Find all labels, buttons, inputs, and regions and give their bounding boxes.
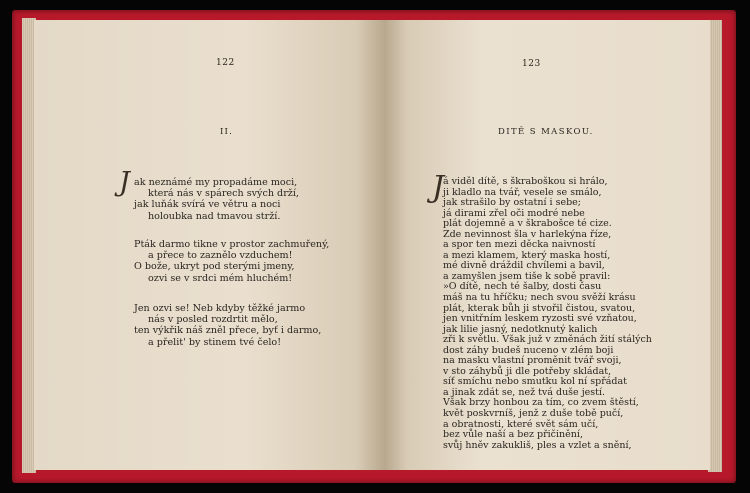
right-page	[384, 20, 710, 470]
poem-line: jak strašilo by ostatní i sebe;	[443, 197, 581, 209]
poem-line: a jinak zdát se, než tvá duše jestí.	[443, 386, 606, 398]
poem-line: holoubka nad tmavou strží.	[148, 210, 281, 222]
poem-line: Pták darmo tikne v prostor zachmuřený,	[134, 239, 330, 250]
poem-line: ak neznámé my propadáme moci,	[134, 177, 298, 188]
poem-line: bez vůle naší a bez přičinění,	[443, 429, 583, 441]
stanza-3	[134, 303, 321, 348]
poem-line: síť smíchu nebo smutku kol ní spřádat	[443, 376, 627, 388]
poem-line: já dirami zřel oči modré nebe	[443, 207, 585, 219]
poem-line: Jen ozvi se! Neb kdyby těžké jarmo	[134, 303, 306, 314]
poem-line: plát, kterak bůh ji stvořil čistou, svatou,	[443, 302, 636, 314]
poem-body	[443, 177, 652, 451]
right-page-number: 123	[522, 59, 541, 69]
poem-line: ten výkřik náš zněl přece, byť i darmo,	[134, 325, 322, 337]
poem-line: a obratnosti, které svět sám učí,	[443, 418, 599, 430]
poem-line: jak lilie jasný, nedotknutý kalich	[443, 323, 598, 335]
poem-line: Však brzy honbou za tím, co zvem štěstí,	[443, 397, 639, 409]
left-drop-cap: J	[119, 167, 130, 198]
left-page-number: 122	[216, 58, 235, 68]
poem-line: Zde nevinnost šla v harlekýna říze,	[443, 228, 612, 240]
poem-line: ozvi se v srdci mém hluchém!	[148, 272, 293, 284]
poem-line: v sto záhybů ji dle potřeby skládat,	[443, 365, 612, 377]
poem-line: O bože, ukryt pod sterými jmeny,	[134, 261, 295, 273]
poem-line: á viděl dítě, s škraboškou si hrálo,	[443, 176, 608, 187]
poem-line: mé divně dráždil chvílemi a bavil,	[443, 260, 605, 272]
poem-line: a přece to zaznělo vzduchem!	[148, 250, 293, 262]
right-drop-cap: J	[432, 170, 445, 205]
poem-line: »O dítě, nech té šalby, dosti času	[443, 281, 602, 293]
section-heading: II.	[220, 127, 234, 137]
poem-line: jen vnitřním leskem ryzosti své vzňatou,	[443, 313, 637, 325]
poem-line: zři k světlu. Však juž v změnách žití stálých	[443, 334, 652, 346]
poem-line: plát dojemně a v škrabošce té cize.	[443, 218, 612, 230]
poem-line: jak luňák svírá ve větru a noci	[134, 199, 281, 211]
page-edges-right	[708, 20, 722, 472]
poem-line: dost záhy budeš nuceno v zlém boji	[443, 344, 614, 356]
left-page	[34, 20, 384, 470]
poem-line: nás v posled rozdrtit mělo,	[148, 314, 278, 326]
poem-line: máš na tu hříčku; nech svou svěží krásu	[443, 292, 636, 304]
poem-line: která nás v spárech svých drží,	[148, 188, 299, 200]
stanza-1	[134, 177, 299, 222]
poem-line: svůj hněv zakukliš, ples a vzlet a snění,	[443, 439, 632, 451]
poem-line: a zamyšlen jsem tiše k sobě pravil:	[443, 270, 611, 282]
poem-line: květ poskvrníš, jenž z duše tobě pučí,	[443, 408, 624, 420]
poem-line: a přelit' by stinem tvé čelo!	[148, 336, 282, 348]
poem-line: a spor ten mezi děcka naivností	[443, 239, 596, 251]
stanza-2	[134, 239, 329, 284]
poem-line: a mezi klamem, který maska hostí,	[443, 249, 611, 261]
poem-title: DITĚ S MASKOU.	[498, 127, 594, 137]
poem-line: ji kladlo na tvář, vesele se smálo,	[443, 186, 602, 198]
poem-line: na masku vlastní proměnit tvář svoji,	[443, 355, 622, 367]
